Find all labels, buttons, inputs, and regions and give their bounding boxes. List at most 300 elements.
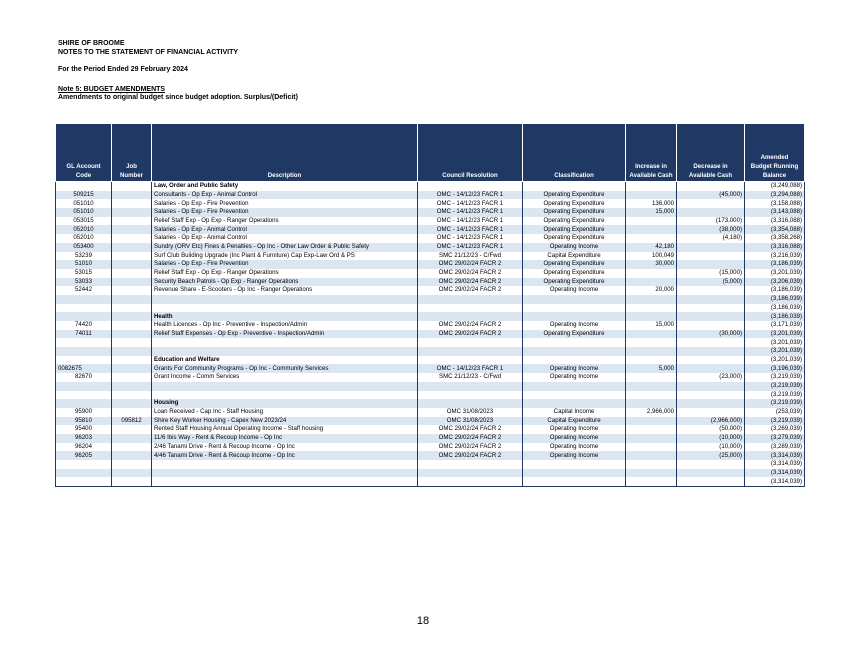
budget-amendments-table xyxy=(55,123,805,487)
table-row xyxy=(56,208,805,217)
cell-cls: Operating Income xyxy=(523,451,626,460)
table-header-row xyxy=(56,124,805,182)
cell-desc: Salaries - Op Exp - Animal Control xyxy=(152,234,418,243)
cell-bal: (253,039) xyxy=(745,408,805,417)
cell-gl: 051010 xyxy=(56,208,112,217)
statement-subtitle: NOTES TO THE STATEMENT OF FINANCIAL ACTIVITY xyxy=(58,49,239,56)
cell-bal: (3,269,039) xyxy=(745,425,805,434)
cell-desc: Revenue Share - E-Scooters - Op Inc - Ranger Operations xyxy=(152,286,418,295)
cell-res xyxy=(418,382,523,391)
cell-res: OMC - 14/12/23 FACR 1 xyxy=(418,243,523,252)
table-row xyxy=(56,260,805,269)
table-row xyxy=(56,347,805,356)
cell-res: OMC 29/02/24 FACR 2 xyxy=(418,321,523,330)
cell-cls: Operating Expenditure xyxy=(523,330,626,339)
cell-desc: 11/6 Ibis Way - Rent & Recoup Income - Op Inc xyxy=(152,434,418,443)
cell-inc: 15,000 xyxy=(626,208,677,217)
cell-inc xyxy=(626,338,677,347)
cell-bal: (3,201,039) xyxy=(745,338,805,347)
cell-gl: 0082675 xyxy=(56,364,112,373)
col-classification: Classification xyxy=(523,124,626,182)
cell-res xyxy=(418,460,523,469)
section-heading-row xyxy=(56,182,805,191)
table-row xyxy=(56,330,805,339)
table-row xyxy=(56,338,805,347)
cell-inc xyxy=(626,356,677,365)
cell-bal: (3,358,268) xyxy=(745,234,805,243)
cell-dec xyxy=(677,364,745,373)
cell-inc xyxy=(626,391,677,400)
cell-desc: Shire Key Worker Housing - Capex New 2023/24 xyxy=(152,417,418,426)
cell-bal: (3,314,039) xyxy=(745,460,805,469)
cell-cls: Operating Expenditure xyxy=(523,269,626,278)
cell-job xyxy=(112,199,152,208)
cell-gl xyxy=(56,312,112,321)
cell-dec xyxy=(677,208,745,217)
cell-desc: Grant Income - Comm Services xyxy=(152,373,418,382)
cell-bal: (3,186,039) xyxy=(745,286,805,295)
cell-gl: 95400 xyxy=(56,425,112,434)
cell-res xyxy=(418,391,523,400)
section-heading-row xyxy=(56,312,805,321)
table-row xyxy=(56,451,805,460)
cell-desc: Health xyxy=(152,312,418,321)
table-row xyxy=(56,269,805,278)
table-row xyxy=(56,225,805,234)
cell-job xyxy=(112,321,152,330)
cell-inc xyxy=(626,425,677,434)
cell-gl: 052010 xyxy=(56,234,112,243)
cell-job xyxy=(112,191,152,200)
cell-desc xyxy=(152,391,418,400)
cell-job xyxy=(112,269,152,278)
table-row xyxy=(56,252,805,261)
cell-inc: 136,000 xyxy=(626,199,677,208)
cell-job xyxy=(112,460,152,469)
cell-job xyxy=(112,347,152,356)
cell-res xyxy=(418,469,523,478)
cell-inc xyxy=(626,278,677,287)
col-job-number: Job Number xyxy=(112,124,152,182)
cell-cls xyxy=(523,182,626,191)
cell-gl xyxy=(56,382,112,391)
cell-inc: 30,000 xyxy=(626,260,677,269)
cell-job xyxy=(112,443,152,452)
cell-res: OMC 29/02/24 FACR 2 xyxy=(418,286,523,295)
cell-cls: Operating Expenditure xyxy=(523,191,626,200)
cell-desc: Salaries - Op Exp - Animal Control xyxy=(152,225,418,234)
cell-cls: Operating Expenditure xyxy=(523,199,626,208)
cell-cls: Operating Expenditure xyxy=(523,260,626,269)
cell-bal: (3,219,039) xyxy=(745,373,805,382)
cell-res xyxy=(418,295,523,304)
cell-cls xyxy=(523,356,626,365)
col-description: Description xyxy=(152,124,418,182)
cell-gl: 96203 xyxy=(56,434,112,443)
cell-desc: Loan Received - Cap Inc - Staff Housing xyxy=(152,408,418,417)
cell-desc: Grants For Community Programs - Op Inc - Community Services xyxy=(152,364,418,373)
cell-bal: (3,171,039) xyxy=(745,321,805,330)
cell-job xyxy=(112,312,152,321)
cell-gl: 51010 xyxy=(56,260,112,269)
cell-dec: (38,000) xyxy=(677,225,745,234)
cell-desc: 4/46 Tanami Drive - Rent & Recoup Income - Op Inc xyxy=(152,451,418,460)
table-row xyxy=(56,417,805,426)
cell-bal: (3,201,039) xyxy=(745,356,805,365)
cell-res xyxy=(418,477,523,486)
cell-cls: Capital Expenditure xyxy=(523,252,626,261)
cell-inc: 20,000 xyxy=(626,286,677,295)
cell-res: OMC 29/02/24 FACR 2 xyxy=(418,425,523,434)
cell-cls xyxy=(523,460,626,469)
cell-inc xyxy=(626,330,677,339)
table-row xyxy=(56,191,805,200)
page-number: 18 xyxy=(416,615,430,627)
cell-dec: (30,000) xyxy=(677,330,745,339)
cell-gl xyxy=(56,477,112,486)
cell-res: OMC 29/02/24 FACR 2 xyxy=(418,278,523,287)
cell-res: OMC 29/02/24 FACR 2 xyxy=(418,434,523,443)
cell-res: OMC - 14/12/23 FACR 1 xyxy=(418,217,523,226)
cell-dec xyxy=(677,304,745,313)
cell-cls: Operating Income xyxy=(523,364,626,373)
cell-dec: (15,000) xyxy=(677,269,745,278)
cell-gl xyxy=(56,356,112,365)
cell-res: OMC 29/02/24 FACR 2 xyxy=(418,269,523,278)
cell-job xyxy=(112,364,152,373)
table-row xyxy=(56,199,805,208)
cell-job: 095812 xyxy=(112,417,152,426)
cell-res: OMC 31/08/2023 xyxy=(418,417,523,426)
cell-res: OMC - 14/12/23 FACR 1 xyxy=(418,225,523,234)
cell-desc: Salaries - Op Exp - Fire Prevention xyxy=(152,260,418,269)
cell-dec: (23,000) xyxy=(677,373,745,382)
cell-dec xyxy=(677,469,745,478)
cell-inc xyxy=(626,469,677,478)
cell-dec xyxy=(677,391,745,400)
cell-dec xyxy=(677,347,745,356)
cell-inc xyxy=(626,460,677,469)
cell-bal: (3,158,088) xyxy=(745,199,805,208)
cell-dec xyxy=(677,295,745,304)
cell-res: OMC - 14/12/23 FACR 1 xyxy=(418,191,523,200)
cell-inc: 100,049 xyxy=(626,252,677,261)
cell-gl xyxy=(56,295,112,304)
cell-bal: (3,219,039) xyxy=(745,417,805,426)
cell-inc: 2,966,000 xyxy=(626,408,677,417)
cell-bal: (3,289,039) xyxy=(745,443,805,452)
cell-bal: (3,186,039) xyxy=(745,295,805,304)
cell-job xyxy=(112,399,152,408)
cell-bal: (3,294,088) xyxy=(745,191,805,200)
cell-job xyxy=(112,234,152,243)
cell-res: OMC - 14/12/23 FACR 1 xyxy=(418,234,523,243)
cell-gl xyxy=(56,304,112,313)
cell-job xyxy=(112,356,152,365)
cell-bal: (3,201,039) xyxy=(745,347,805,356)
cell-cls: Operating Income xyxy=(523,286,626,295)
cell-res xyxy=(418,338,523,347)
cell-res: OMC 29/02/24 FACR 2 xyxy=(418,451,523,460)
cell-gl xyxy=(56,399,112,408)
org-name: SHIRE OF BROOME xyxy=(58,40,125,47)
cell-res xyxy=(418,304,523,313)
cell-bal: (3,249,088) xyxy=(745,182,805,191)
cell-cls: Operating Income xyxy=(523,243,626,252)
cell-desc: Relief Staff Exp - Op Exp - Ranger Operations xyxy=(152,217,418,226)
cell-bal: (3,143,088) xyxy=(745,208,805,217)
cell-desc: Law, Order and Public Safety xyxy=(152,182,418,191)
cell-gl xyxy=(56,347,112,356)
cell-gl: 74420 xyxy=(56,321,112,330)
cell-bal: (3,219,039) xyxy=(745,382,805,391)
table-row xyxy=(56,382,805,391)
table-row xyxy=(56,234,805,243)
cell-cls xyxy=(523,469,626,478)
cell-desc: Surf Club Building Upgrade (Inc Plant & Furniture) Cap Exp-Law Ord & PS xyxy=(152,252,418,261)
cell-bal: (3,186,039) xyxy=(745,312,805,321)
cell-dec xyxy=(677,286,745,295)
cell-desc xyxy=(152,338,418,347)
col-running-balance: Amended Budget Running Balance xyxy=(745,124,805,182)
cell-desc: 2/46 Tanami Drive - Rent & Recoup Income - Op Inc xyxy=(152,443,418,452)
cell-gl: 053015 xyxy=(56,217,112,226)
cell-desc: Housing xyxy=(152,399,418,408)
cell-dec xyxy=(677,382,745,391)
section-heading-row xyxy=(56,356,805,365)
cell-cls: Operating Expenditure xyxy=(523,278,626,287)
cell-inc xyxy=(626,269,677,278)
cell-job xyxy=(112,286,152,295)
cell-cls xyxy=(523,391,626,400)
cell-dec: (50,000) xyxy=(677,425,745,434)
cell-dec xyxy=(677,321,745,330)
cell-gl: 53015 xyxy=(56,269,112,278)
cell-cls: Operating Expenditure xyxy=(523,234,626,243)
cell-gl xyxy=(56,338,112,347)
cell-bal: (3,216,039) xyxy=(745,252,805,261)
cell-cls: Operating Expenditure xyxy=(523,225,626,234)
cell-gl: 52442 xyxy=(56,286,112,295)
cell-gl: 051010 xyxy=(56,199,112,208)
cell-gl: 53033 xyxy=(56,278,112,287)
cell-gl: 95810 xyxy=(56,417,112,426)
cell-dec xyxy=(677,399,745,408)
cell-inc xyxy=(626,399,677,408)
cell-cls: Operating Expenditure xyxy=(523,217,626,226)
cell-bal: (3,314,039) xyxy=(745,469,805,478)
cell-cls: Capital Expenditure xyxy=(523,417,626,426)
cell-inc xyxy=(626,234,677,243)
cell-dec xyxy=(677,252,745,261)
cell-res: OMC 31/08/2023 xyxy=(418,408,523,417)
table-row xyxy=(56,295,805,304)
cell-inc: 42,180 xyxy=(626,243,677,252)
cell-job xyxy=(112,304,152,313)
col-increase: Increase in Available Cash xyxy=(626,124,677,182)
cell-desc: Health Licences - Op Inc - Preventive - Inspection/Admin xyxy=(152,321,418,330)
cell-gl xyxy=(56,469,112,478)
table-row xyxy=(56,434,805,443)
cell-cls xyxy=(523,399,626,408)
cell-cls xyxy=(523,304,626,313)
cell-dec xyxy=(677,356,745,365)
cell-res: SMC 21/12/23 - C/Fwd xyxy=(418,252,523,261)
cell-cls: Operating Income xyxy=(523,425,626,434)
cell-dec: (10,000) xyxy=(677,443,745,452)
cell-job xyxy=(112,278,152,287)
cell-job xyxy=(112,434,152,443)
cell-desc xyxy=(152,460,418,469)
cell-cls: Operating Income xyxy=(523,443,626,452)
cell-job xyxy=(112,391,152,400)
cell-bal: (3,314,039) xyxy=(745,477,805,486)
cell-inc xyxy=(626,382,677,391)
cell-dec xyxy=(677,312,745,321)
table-row xyxy=(56,469,805,478)
cell-job xyxy=(112,469,152,478)
cell-gl: 82670 xyxy=(56,373,112,382)
cell-bal: (3,206,039) xyxy=(745,278,805,287)
cell-desc: Security Beach Patrols - Op Exp - Ranger Operations xyxy=(152,278,418,287)
table-row xyxy=(56,286,805,295)
cell-bal: (3,354,088) xyxy=(745,225,805,234)
cell-desc xyxy=(152,304,418,313)
table-row xyxy=(56,321,805,330)
cell-bal: (3,279,039) xyxy=(745,434,805,443)
cell-dec xyxy=(677,477,745,486)
cell-gl: 053400 xyxy=(56,243,112,252)
cell-inc xyxy=(626,304,677,313)
cell-desc: Consultants - Op Exp - Animal Control xyxy=(152,191,418,200)
cell-inc xyxy=(626,477,677,486)
cell-gl xyxy=(56,391,112,400)
col-decrease: Decrease in Available Cash xyxy=(677,124,745,182)
cell-desc: Rented Staff Housing Annual Operating Income - Staff housing xyxy=(152,425,418,434)
cell-dec: (2,966,000) xyxy=(677,417,745,426)
cell-dec: (10,000) xyxy=(677,434,745,443)
cell-desc: Relief Staff Expenses - Op Exp - Preventive - Inspection/Admin xyxy=(152,330,418,339)
cell-cls xyxy=(523,295,626,304)
cell-cls xyxy=(523,338,626,347)
cell-desc: Salaries - Op Exp - Fire Prevention xyxy=(152,199,418,208)
cell-res: OMC 29/02/24 FACR 2 xyxy=(418,330,523,339)
table-row xyxy=(56,460,805,469)
cell-res: OMC - 14/12/23 FACR 1 xyxy=(418,364,523,373)
col-council-resolution: Council Resolution xyxy=(418,124,523,182)
cell-res xyxy=(418,399,523,408)
cell-bal: (3,316,088) xyxy=(745,243,805,252)
cell-job xyxy=(112,243,152,252)
cell-job xyxy=(112,477,152,486)
cell-inc xyxy=(626,191,677,200)
cell-bal: (3,186,039) xyxy=(745,260,805,269)
cell-dec xyxy=(677,408,745,417)
cell-inc xyxy=(626,182,677,191)
cell-cls xyxy=(523,347,626,356)
cell-desc xyxy=(152,382,418,391)
cell-dec: (45,000) xyxy=(677,191,745,200)
table-row xyxy=(56,364,805,373)
note-title: Note 5: BUDGET AMENDMENTS xyxy=(58,86,166,93)
table-row xyxy=(56,243,805,252)
cell-desc: Sundry (ORV Etc) Fines & Penalties - Op Inc - Other Law Order & Public Safety xyxy=(152,243,418,252)
cell-desc: Relief Staff Exp - Op Exp - Ranger Operations xyxy=(152,269,418,278)
cell-job xyxy=(112,425,152,434)
cell-job xyxy=(112,182,152,191)
cell-inc xyxy=(626,225,677,234)
cell-bal: (3,219,039) xyxy=(745,391,805,400)
cell-job xyxy=(112,330,152,339)
cell-dec xyxy=(677,243,745,252)
cell-inc xyxy=(626,443,677,452)
cell-res xyxy=(418,312,523,321)
cell-cls: Operating Income xyxy=(523,321,626,330)
cell-bal: (3,196,039) xyxy=(745,364,805,373)
cell-job xyxy=(112,252,152,261)
cell-cls: Operating Income xyxy=(523,373,626,382)
cell-inc: 5,000 xyxy=(626,364,677,373)
cell-dec xyxy=(677,338,745,347)
table-row xyxy=(56,425,805,434)
note-description: Amendments to original budget since budget adoption. Surplus/(Deficit) xyxy=(58,94,298,101)
cell-res xyxy=(418,356,523,365)
cell-desc xyxy=(152,295,418,304)
cell-gl: 74011 xyxy=(56,330,112,339)
cell-job xyxy=(112,225,152,234)
cell-res xyxy=(418,347,523,356)
cell-res: OMC 29/02/24 FACR 2 xyxy=(418,443,523,452)
cell-dec xyxy=(677,460,745,469)
cell-inc xyxy=(626,434,677,443)
cell-dec xyxy=(677,182,745,191)
cell-desc: Education and Welfare xyxy=(152,356,418,365)
cell-inc xyxy=(626,451,677,460)
cell-bal: (3,201,039) xyxy=(745,269,805,278)
cell-gl: 96205 xyxy=(56,451,112,460)
cell-inc xyxy=(626,417,677,426)
cell-cls: Capital Income xyxy=(523,408,626,417)
cell-job xyxy=(112,373,152,382)
cell-job xyxy=(112,260,152,269)
cell-dec: (5,000) xyxy=(677,278,745,287)
cell-res: OMC - 14/12/23 FACR 1 xyxy=(418,199,523,208)
table-row xyxy=(56,408,805,417)
section-heading-row xyxy=(56,399,805,408)
cell-desc xyxy=(152,477,418,486)
cell-desc xyxy=(152,347,418,356)
cell-gl: 052010 xyxy=(56,225,112,234)
cell-job xyxy=(112,208,152,217)
table-row xyxy=(56,477,805,486)
cell-cls xyxy=(523,477,626,486)
cell-desc xyxy=(152,469,418,478)
cell-gl: 95900 xyxy=(56,408,112,417)
cell-dec xyxy=(677,199,745,208)
cell-dec: (4,180) xyxy=(677,234,745,243)
table-row xyxy=(56,304,805,313)
cell-dec: (25,000) xyxy=(677,451,745,460)
cell-job xyxy=(112,451,152,460)
cell-gl: 96204 xyxy=(56,443,112,452)
cell-inc xyxy=(626,217,677,226)
table-row xyxy=(56,391,805,400)
cell-gl: 509215 xyxy=(56,191,112,200)
cell-inc xyxy=(626,312,677,321)
table-row xyxy=(56,443,805,452)
cell-bal: (3,316,088) xyxy=(745,217,805,226)
cell-res: OMC 29/02/24 FACR 2 xyxy=(418,260,523,269)
